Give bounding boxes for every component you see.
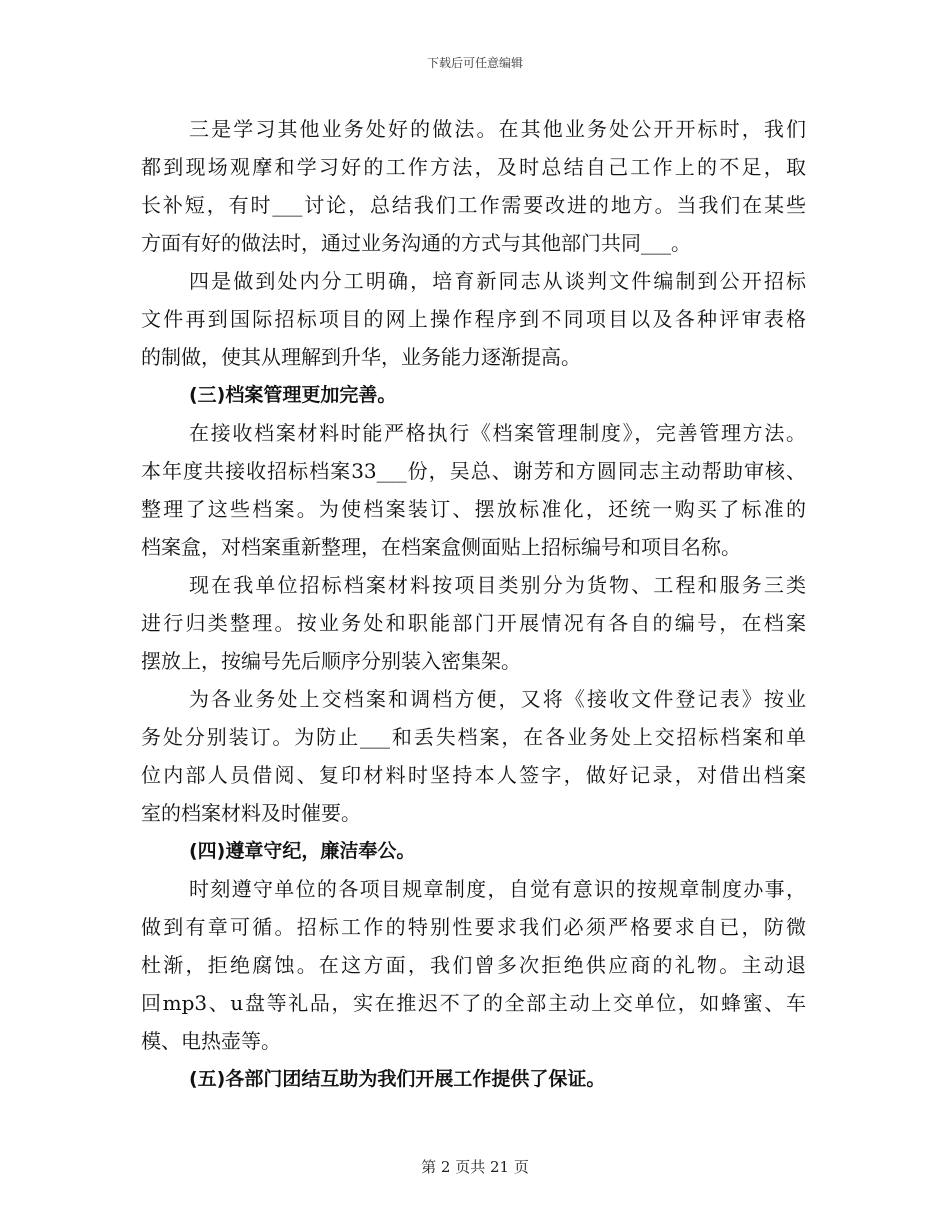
body-line: 时刻遵守单位的各项目规章制度，自觉有意识的按规章制度办事， [189,877,806,901]
section-heading: (五)各部门团结互助为我们开展工作提供了保证。 [189,1068,606,1090]
page-header: 下载后可任意编辑 [426,56,523,70]
body-line: 的制做，使其从理解到升华，业务能力逐渐提高。 [141,345,581,369]
body-line: 档案盒，对档案重新整理，在档案盒侧面贴上招标编号和项目名称。 [141,535,741,559]
body-line: 长补短，有时___讨论，总结我们工作需要改进的地方。当我们在某些 [141,193,806,217]
body-line: 文件再到国际招标项目的网上操作程序到不同项目以及各种评审表格 [141,307,806,331]
body-line: 为各业务处上交档案和调档方便，又将《接收文件登记表》按业 [189,687,806,711]
section-heading: (四)遵章守纪，廉洁奉公。 [189,840,416,862]
body-line: 现在我单位招标档案材料按项目类别分为货物、工程和服务三类 [189,573,806,597]
body-line: 位内部人员借阅、复印材料时坚持本人签字，做好记录，对借出档案 [141,763,806,787]
body-line: 模、电热壶等。 [141,1029,281,1053]
body-line: 在接收档案材料时能严格执行《档案管理制度》，完善管理方法。 [189,421,806,445]
document-body [141,110,806,1098]
body-line: 本年度共接收招标档案33___份，吴总、谢芳和方圆同志主动帮助审核、 [141,459,806,483]
body-line: 室的档案材料及时催要。 [141,801,361,825]
page-footer: 第 2 页共 21 页 [421,1158,529,1176]
body-line: 方面有好的做法时，通过业务沟通的方式与其他部门共同___。 [141,231,691,255]
body-line: 杜渐，拒绝腐蚀。在这方面，我们曾多次拒绝供应商的礼物。主动退 [141,953,806,977]
body-line: 整理了这些档案。为使档案装订、摆放标准化，还统一购买了标准的 [141,497,806,521]
body-line: 四是做到处内分工明确，培育新同志从谈判文件编制到公开招标 [189,269,806,293]
section-heading: (三)档案管理更加完善。 [189,384,397,406]
body-line: 做到有章可循。招标工作的特别性要求我们必须严格要求自已，防微 [141,915,806,939]
body-line: 进行归类整理。按业务处和职能部门开展情况有各自的编号，在档案 [141,611,806,635]
body-line: 都到现场观摩和学习好的工作方法，及时总结自己工作上的不足，取 [141,155,806,179]
body-line: 回mp3、u盘等礼品，实在推迟不了的全部主动上交单位，如蜂蜜、车 [141,991,806,1015]
body-line: 摆放上，按编号先后顺序分别装入密集架。 [141,649,521,673]
body-line: 务处分别装订。为防止___和丢失档案，在各业务处上交招标档案和单 [141,725,806,749]
body-line: 三是学习其他业务处好的做法。在其他业务处公开开标时，我们 [189,117,806,141]
